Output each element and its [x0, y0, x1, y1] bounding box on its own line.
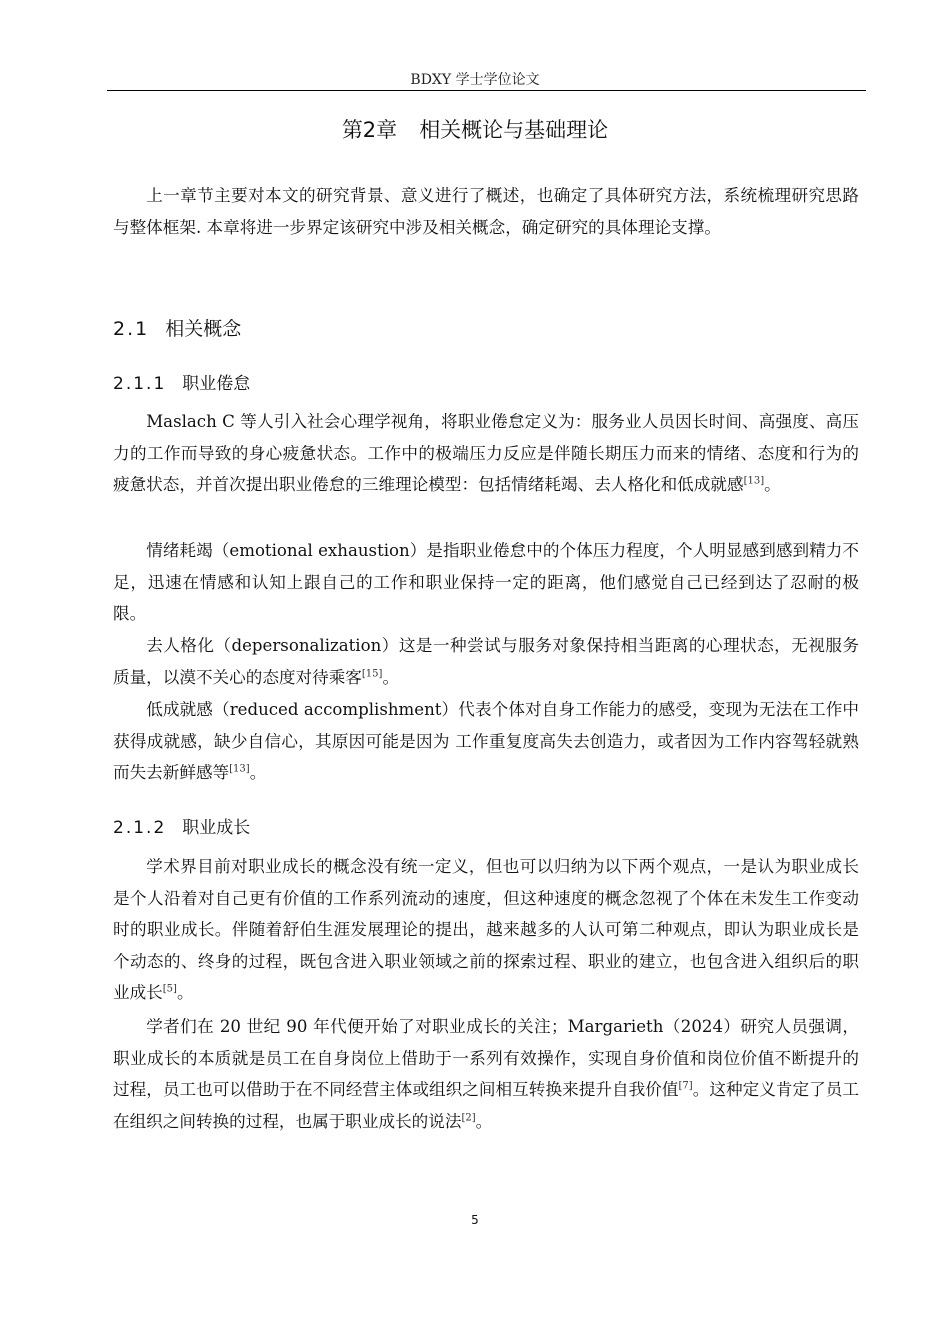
section-heading-2-1-1: [113, 369, 250, 394]
paragraph-text: 。这种定义肯定了员工在组织之间转换的过程，也属于职业成长的说法: [113, 1080, 860, 1131]
section-title: 相关概念: [165, 318, 242, 340]
citation: [15]: [361, 667, 383, 679]
citation: [5]: [162, 983, 177, 995]
paragraph-reduced-accomplishment: [113, 694, 859, 789]
subsection-title: 职业成长: [182, 818, 251, 838]
section-number: 2.1: [113, 318, 150, 340]
paragraph-end: 。: [249, 763, 267, 782]
citation: [13]: [743, 475, 765, 487]
paragraph-career-growth-definition: [113, 851, 859, 1009]
chapter-number: 第2章: [341, 118, 398, 142]
paragraph-depersonalization: [113, 630, 859, 693]
running-header: BDXY 学士学位论文: [410, 72, 540, 88]
paragraph-burnout-definition: [113, 406, 859, 501]
subsection-title: 职业倦怠: [182, 374, 251, 394]
paragraph-text: Maslach C 等人引入社会心理学视角，将职业倦怠定义为：服务业人员因长时间、高强度、高压力的工作而导致的身心疲惫状态。工作中的极端压力反应是伴随长期压力而来的情绪、态度和行为的疲惫状态，并首次提出职业倦怠的三维理论模型：包括情绪耗竭、去人格化和低成就感: [113, 412, 859, 494]
paragraph-text: 学术界目前对职业成长的概念没有统一定义，但也可以归纳为以下两个观点，一是认为职业成长是个人沿着对自己更有价值的工作系列流动的速度，但这种速度的概念忽视了个体在未发生工作变动时的职业成长。伴随着舒伯生涯发展理论的提出，越来越多的人认可第二种观点，即认为职业成长是个动态的、终身的过程，既包含进入职业领域之前的探索过程、职业的建立，也包含进入组织后的职业成长: [113, 857, 859, 1002]
paragraph-text: 学者们在 20 世纪 90 年代便开始了对职业成长的关注；Margarieth（2024）研究人员强调，职业成长的本质就是员工在自身岗位上借助于一系列有效操作，实现自身价值和岗位价值不断提升的过程，员工也可以借助于在不同经营主体或组织之间相互转换来提升自我价值: [113, 1017, 859, 1099]
intro-paragraph: 上一章节主要对本文的研究背景、意义进行了概述，也确定了具体研究方法，系统梳理研究思路与整体框架. 本章将进一步界定该研究中涉及相关概念，确定研究的具体理论支撑。: [113, 186, 859, 237]
citation: [2]: [461, 1111, 476, 1123]
section-heading-2-1: [113, 314, 241, 341]
paragraph-text: 去人格化（depersonalization）这是一种尝试与服务对象保持相当距离的心理状态，无视服务质量，以漠不关心的态度对待乘客: [113, 636, 859, 687]
paragraph-emotional-exhaustion: 情绪耗竭（emotional exhaustion）是指职业倦怠中的个体压力程度，个人明显感到感到精力不足，迅速在情感和认知上跟自己的工作和职业保持一定的距离，他们感觉自己已经到达了忍耐的极限。: [113, 541, 859, 623]
citation: [13]: [229, 763, 250, 775]
section-heading-2-1-2: [113, 813, 250, 838]
paragraph-end: 。: [764, 475, 781, 494]
subsection-number: 2.1.2: [113, 818, 167, 838]
citation: [7]: [678, 1080, 693, 1092]
header-divider: [107, 90, 866, 91]
chapter-title: [0, 114, 950, 144]
paragraph-end: 。: [176, 983, 194, 1002]
paragraph-end: 。: [382, 667, 400, 687]
paragraph-text: 低成就感（reduced accomplishment）代表个体对自身工作能力的感受，变现为无法在工作中获得成就感，缺少自信心，其原因可能是因为 工作重复度高失去创造力，或者因为工作内容驾轻就熟而失去新鲜感等: [113, 700, 859, 782]
page-number: 5: [471, 1213, 479, 1227]
paragraph-career-growth-research: [113, 1011, 859, 1137]
subsection-number: 2.1.1: [113, 374, 167, 394]
paragraph-end: 。: [475, 1111, 493, 1131]
chapter-title-text: 相关概论与基础理论: [419, 118, 609, 142]
